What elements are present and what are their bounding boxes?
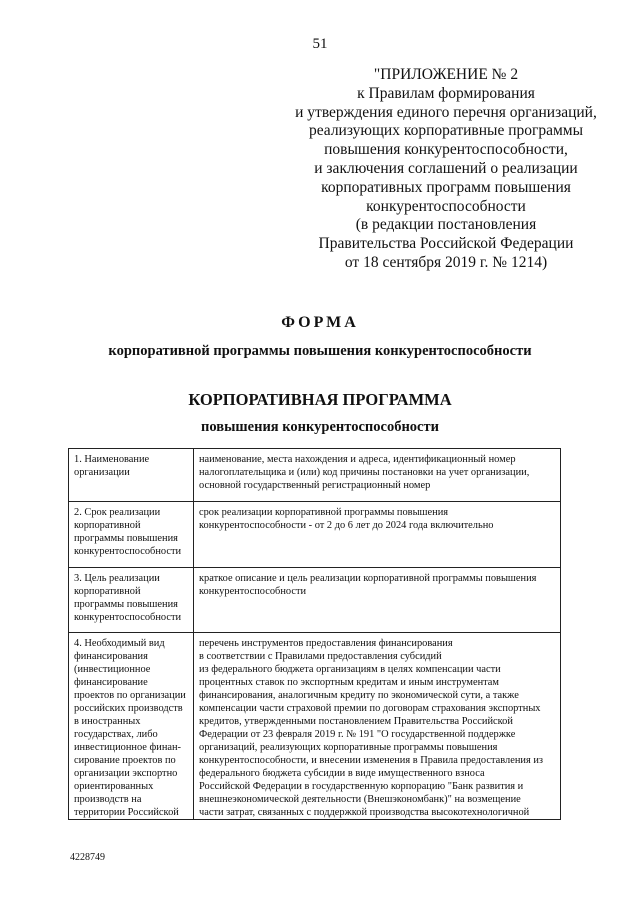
label-line: конкурентоспособности [74, 612, 182, 623]
appendix-line: повышения конкурентоспособности, [324, 141, 568, 159]
label-line: территории Российской [74, 807, 179, 818]
appendix-line: корпоративных программ повышения [321, 178, 571, 196]
appendix-line: (в редакции постановления [355, 216, 537, 234]
value-line: кредитов, утвержденными постановлением Правительства Российской [199, 716, 513, 727]
row-value-cell [194, 568, 561, 633]
value-line: краткое описание и цель реализации корпоративной программы повышения [199, 573, 537, 584]
value-line: федерального бюджета субсидии в виде имущественного взноса [199, 768, 485, 779]
label-line: корпоративной [74, 520, 141, 531]
appendix-line: Правительства Российской Федерации [318, 235, 574, 253]
value-line: внешнеэкономической деятельности (Внешэкономбанк)" на возмещение [199, 794, 521, 805]
page-number: 51 [312, 36, 328, 52]
appendix-line: от 18 сентября 2019 г. № 1214) [344, 253, 548, 271]
label-line: программы повышения [74, 599, 178, 610]
appendix-line: и заключения соглашений о реализации [314, 159, 578, 177]
label-line: организации экспортно [74, 768, 178, 779]
value-line: Российской Федерации в государственную корпорацию "Банк развития и [199, 781, 524, 792]
label-line: 2. Срок реализации [74, 507, 161, 518]
appendix-line: к Правилам формирования [357, 84, 535, 102]
row-value-cell [194, 449, 561, 502]
value-line: процентных ставок по экспортным кредитам и иным инструментам [199, 677, 499, 688]
label-line: ориентированных [74, 781, 154, 792]
value-line: основной государственный регистрационный номер [199, 480, 431, 491]
appendix-line: конкурентоспособности [366, 197, 526, 215]
appendix-line: "ПРИЛОЖЕНИЕ № 2 [373, 66, 519, 83]
value-line: финансирования, аналогичным кредиту по экономической сути, а также [199, 690, 519, 701]
form-title: ФОРМА [281, 314, 359, 331]
label-line: организации [74, 467, 130, 478]
value-line: части затрат, связанных с поддержкой производства высокотехнологичной [199, 807, 530, 818]
label-line: 1. Наименование [74, 454, 150, 465]
label-line: проектов по организации [74, 690, 186, 701]
form-subtitle: корпоративной программы повышения конкурентоспособности [108, 343, 532, 359]
appendix-header [236, 66, 640, 273]
label-line: корпоративной [74, 586, 141, 597]
label-line: конкурентоспособности [74, 546, 182, 557]
table-row [69, 633, 561, 820]
table-row [69, 449, 561, 502]
table-row [69, 502, 561, 568]
value-line: организаций, реализующих корпоративные программы повышения [199, 742, 498, 753]
program-subtitle: повышения конкурентоспособности [201, 419, 439, 435]
label-line: инвестиционное финан- [74, 742, 182, 753]
row-label-cell [69, 633, 194, 820]
label-line: финансирование [74, 677, 148, 688]
table-row [69, 568, 561, 633]
document-code: 4228749 [70, 852, 105, 863]
label-line: программы повышения [74, 533, 178, 544]
value-line: перечень инструментов предоставления финансирования [199, 638, 453, 649]
value-line: компенсации части страховой премии по договорам страхования экспортных [199, 703, 541, 714]
value-line: конкурентоспособности, и внесении изменения в Правила предоставления из [199, 755, 544, 766]
label-line: 3. Цель реализации [74, 573, 160, 584]
label-line: (инвестиционное [74, 664, 151, 675]
label-line: государствах, либо [74, 729, 158, 740]
label-line: российских производств [74, 703, 183, 714]
row-value-cell [194, 633, 561, 820]
row-label-cell [69, 568, 194, 633]
appendix-line: и утверждения единого перечня организаций, [295, 103, 597, 121]
value-line: Федерации от 23 февраля 2019 г. № 191 "О государственной поддержке [199, 729, 516, 740]
row-label-cell [69, 502, 194, 568]
value-line: наименование, места нахождения и адреса, идентификационный номер [199, 454, 516, 465]
row-value-cell [194, 502, 561, 568]
program-title: КОРПОРАТИВНАЯ ПРОГРАММА [188, 390, 452, 409]
value-line: из федерального бюджета организациям в целях компенсации части [199, 664, 501, 675]
value-line: конкурентоспособности - от 2 до 6 лет до 2024 года включительно [199, 520, 494, 531]
label-line: 4. Необходимый вид [74, 638, 165, 649]
row-label-cell [69, 449, 194, 502]
label-line: сирование проектов по [74, 755, 176, 766]
label-line: в иностранных [74, 716, 141, 727]
label-line: производств на [74, 794, 142, 805]
value-line: в соответствии с Правилами предоставления субсидий [199, 651, 442, 662]
value-line: срок реализации корпоративной программы повышения [199, 507, 449, 518]
program-form-table [68, 448, 561, 820]
label-line: финансирования [74, 651, 148, 662]
appendix-line: реализующих корпоративные программы [308, 122, 584, 140]
value-line: налогоплательщика и (или) код причины постановки на учет организации, [199, 467, 530, 478]
value-line: конкурентоспособности [199, 586, 307, 597]
